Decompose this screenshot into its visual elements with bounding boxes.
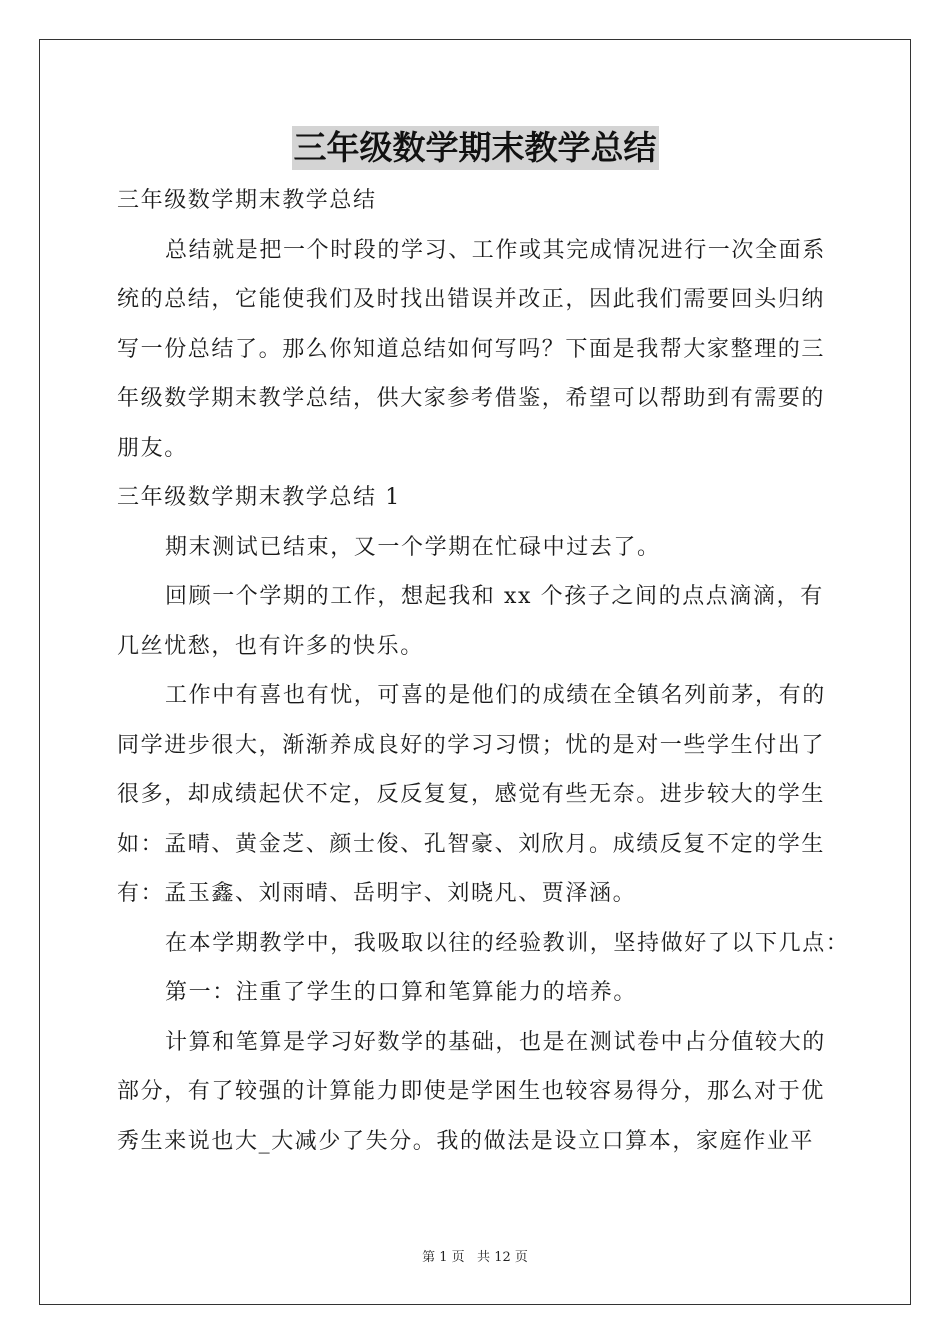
- text-line: 三年级数学期末教学总结: [117, 188, 377, 213]
- text-line: 写一份总结了。那么你知道总结如何写吗？下面是我帮大家整理的三: [117, 336, 826, 362]
- text-line: 总结就是把一个时段的学习、工作或其完成情况进行一次全面系: [165, 237, 826, 263]
- text-line: 很多，却成绩起伏不定，反反复复，感觉有些无奈。进步较大的学生: [117, 782, 826, 807]
- title-container: [0, 126, 950, 170]
- text-line: 三年级数学期末教学总结 1: [117, 485, 401, 510]
- text-line: 有：孟玉鑫、刘雨晴、岳明宇、刘晓凡、贾泽涵。: [117, 881, 637, 906]
- text-line: 部分，有了较强的计算能力即使是学困生也较容易得分，那么对于优: [117, 1079, 826, 1104]
- text-line: 期末测试已结束，又一个学期在忙碌中过去了。: [165, 534, 661, 560]
- document-title: 三年级数学期末教学总结: [292, 126, 659, 170]
- page-footer: 第 1 页 共 12 页: [422, 1250, 528, 1265]
- text-line: 几丝忧愁，也有许多的快乐。: [117, 633, 424, 659]
- text-line: 朋友。: [117, 435, 188, 461]
- text-line: 第一：注重了学生的口算和笔算能力的培养。: [165, 980, 638, 1005]
- text-line: 工作中有喜也有忧，可喜的是他们的成绩在全镇名列前茅，有的: [165, 683, 826, 708]
- text-line: 如：孟晴、黄金芝、颜士俊、孔智豪、刘欣月。成绩反复不定的学生: [117, 831, 826, 857]
- text-line: 统的总结，它能使我们及时找出错误并改正，因此我们需要回头归纳: [117, 287, 826, 312]
- text-line: 同学进步很大，渐渐养成良好的学习习惯；忧的是对一些学生付出了: [117, 732, 826, 758]
- text-line: 回顾一个学期的工作，想起我和 xx 个孩子之间的点点滴滴，有: [165, 584, 824, 609]
- text-line: 在本学期教学中，我吸取以往的经验教训，坚持做好了以下几点：: [165, 930, 850, 956]
- text-line: 年级数学期末教学总结，供大家参考借鉴，希望可以帮助到有需要的: [117, 386, 826, 411]
- document-body: [117, 176, 850, 1166]
- text-line: 计算和笔算是学习好数学的基础，也是在测试卷中占分值较大的: [165, 1029, 826, 1055]
- text-line: 秀生来说也大_大减少了失分。我的做法是设立口算本，家庭作业平: [117, 1128, 815, 1154]
